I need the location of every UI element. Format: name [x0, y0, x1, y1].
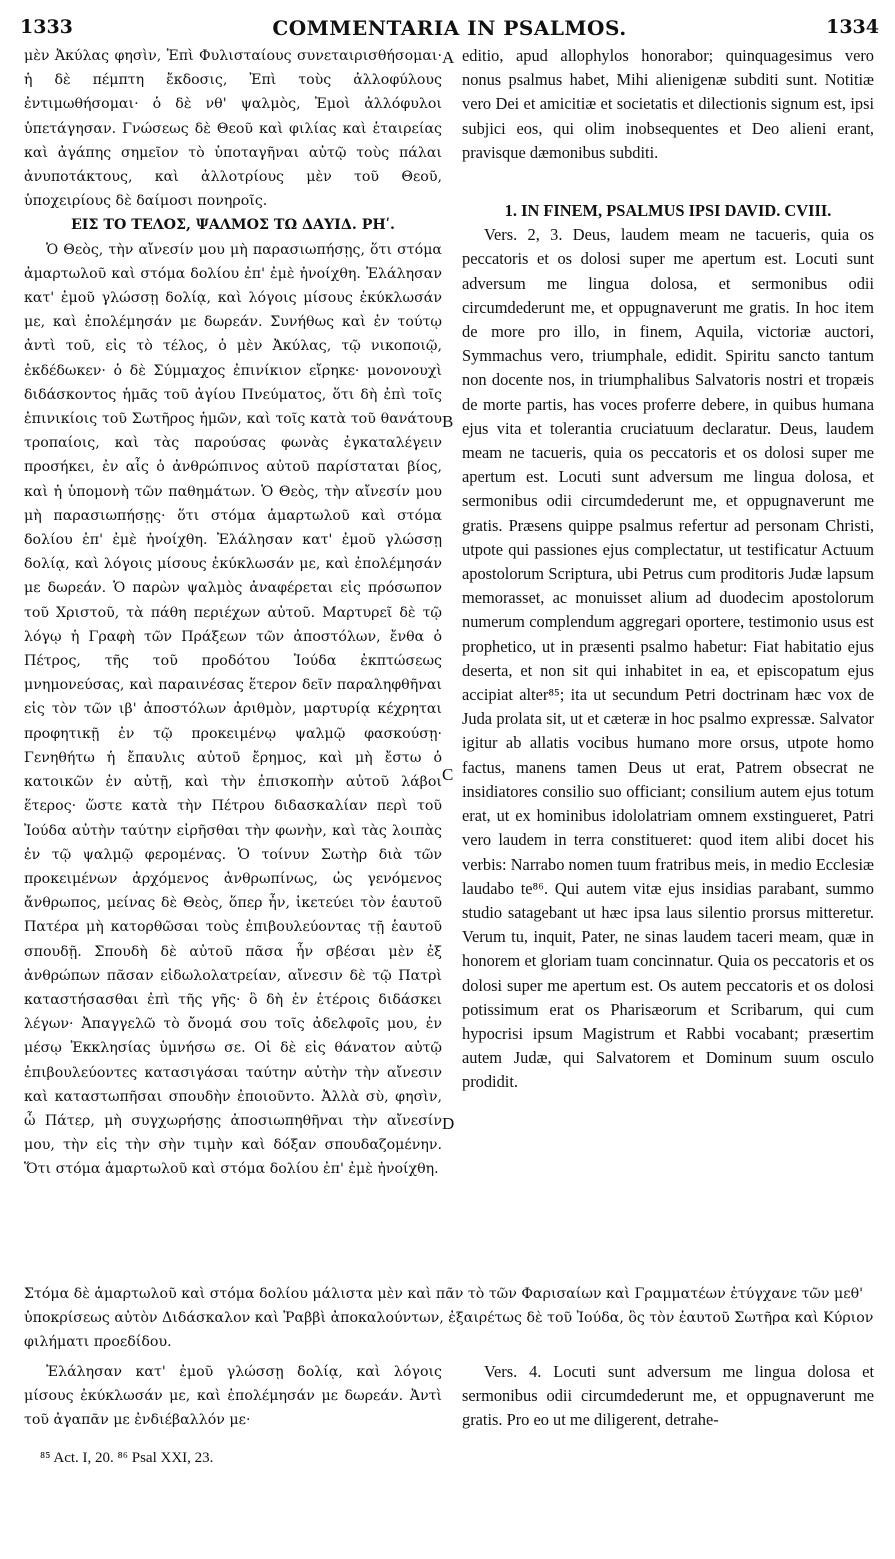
margin-marker-d: D	[442, 1114, 455, 1133]
margin-marker-b: B	[442, 412, 454, 431]
latin-body: Vers. 2, 3. Deus, laudem meam ne tacueris, quia os peccatoris et os dolosi super me apertum est. Locuti sunt adversum me lingua dolosa, et sermonibus odii circumdederunt me, et oppugnaverunt me gratis. In hoc item de more pro illo, in finem, Aquila, victoriæ auctori, Symmachus vero, triumphale, edidit. Spiritu sancto tantum non docente nos, in triumphalibus Salvatoris nostri et tropæis de morte partis, has voces proferre debere, in quibus humana ejus vita et tolerantia cruciatuum declaratur. Deus, laudem meam ne tacueris, quia os peccatoris et os dolosi super me apertum est. Locuti sunt adversum me lingua dolosa, et sermonibus odii circumdederunt me, et oppugnaverunt me gratis. Præsens quippe psalmus refertur ad personam Christi, utpote qui passiones ejus complectatur, ut testificatur Actuum apostolorum Scriptura, ubi Petrus cum proditoris Judæ lapsum memorasset, ac monuisset alium ad duodecim apostolorum numerum complendum aggregari oportere, testimonio usus est prophetico, ut in præsenti psalmo habetur: Fiat habitatio ejus deserta, et non sit qui inhabitet in ea, et episcopatum ejus accipiat alter⁸⁵; ita ut secundum Petri doctrinam hæc vox de Juda prolata sit, ut et cæteræ in hoc psalmo expressæ. Salvator igitur ab allatis vocibus humano more orsus, utpote homo factus, manens tamen Deus ut erat, Patrem obsecrat ne insidiatores consilio suo officiant; consilium autem ejus totum erat, ut ex hominibus idololatriam omnem exstingueret, Patri vero laudem in terra constitueret: quod item alibi docet his verbis: Narrabo nomen tuum fratribus meis, in medio Ecclesiæ laudabo te⁸⁶. Qui autem vitæ ejus insidias parabant, summo studio satagebant ut hæc ipsa laus silentio prorsus mitteretur. Verum tu, inquit, Pater, ne sinas laudem taceri meam, quæ in honorem et gloriam tuam concinnatur. Quia os peccatoris et os dolosi super me apertum est. Os autem peccatoris et os dolosi potissimum erat os Pharisæorum et Scribarum, qui cum hypocrisi ipsum Magistrum et Rabbi vocabant; præsertim autem Judæ, qui Salvatorem et Dominum suum osculo prodidit.	[462, 225, 874, 1092]
margin-marker-c: C	[442, 765, 454, 784]
latin-column	[462, 44, 874, 1095]
latin-psalm-heading: 1. IN FINEM, PSALMUS IPSI DAVID. CVIII.	[504, 201, 832, 221]
greek-intro: μὲν Ἀκύλας φησὶν, Ἐπὶ Φυλισταίους συνεταιρισθήσομαι· ἡ δὲ πέμπτη ἔκδοσις, Ἐπὶ τοὺς ἀλλοφύλους ἐντιμωθήσομαι· ὁ δὲ νθ' ψαλμὸς, Ἐμοὶ ἀλλόφυλοι ὑπετάγησαν. Γνώσεως δὲ Θεοῦ καὶ φιλίας καὶ ἑταιρείας καὶ ἀγάπης σημεῖον τὸ ὑποταγῆναι αὐτῷ τοὺς πάλαι ἀνυποτάκτους, καὶ ἀλλοτρίους μὲν τοῦ Θεοῦ, ὑποχειρίους δὲ δαίμοσι πονηροῖς.	[24, 48, 442, 210]
latin-verse-4-text: Vers. 4. Locuti sunt adversum me lingua dolosa et sermonibus odii circumdederunt me, et oppugnaverunt me gratis. Pro eo ut me diligerent, detrahe-	[462, 1362, 874, 1430]
greek-body: Ὁ Θεὸς, τὴν αἴνεσίν μου μὴ παρασιωπήσῃς, ὅτι στόμα ἁμαρτωλοῦ καὶ στόμα δολίου ἐπ' ἐμὲ ἠνοίχθη. Ἐλάλησαν κατ' ἐμοῦ γλώσσῃ δολίᾳ, καὶ λόγοις μίσους ἐκύκλωσάν με, καὶ ἐπολέμησάν με δωρεάν. Συνήθως καὶ ἐν τούτῳ ἀντὶ τοῦ, εἰς τὸ τέλος, ὁ μὲν Ἀκύλας, τῷ νικοποιῷ, ἐκδέδωκεν· ὁ δὲ Σύμμαχος ἐπινίκιον εἴρηκε· μονονουχὶ διδάσκοντος ἡμᾶς τοῦ ἁγίου Πνεύματος, ὅτι δὴ ἐπὶ τοῖς ἐπινικίοις τοῦ Σωτῆρος ἡμῶν, καὶ τοῖς κατὰ τοῦ θανάτου τροπαίοις, καὶ τὰς παρούσας φωνὰς ἐγκαταλέγειν προσήκει, ἐν αἷς ὁ ἀνθρώπινος αὐτοῦ παρίσταται βίος, καὶ ἡ ὑπομονὴ τῶν παθημάτων. Ὁ Θεὸς, τὴν αἴνεσίν μου μὴ παρασιωπήσῃς· ὅτι στόμα ἁμαρτωλοῦ καὶ στόμα δολίου ἐπ' ἐμὲ ἠνοίχθη. Ἐλάλησαν κατ' ἐμοῦ γλώσσῃ δολίᾳ, καὶ λόγοις μίσους ἐκύκλωσάν με, καὶ ἐπολέμησάν με δωρεάν. Ὁ παρὼν ψαλμὸς ἀναφέρεται εἰς πρόσωπον τοῦ Χριστοῦ, τὰ πάθη περιέχων αὐτοῦ. Μαρτυρεῖ δὲ τῷ λόγῳ ἡ Γραφὴ τῶν Πράξεων τῶν ἀποστόλων, ἔνθα ὁ Πέτρος, τῆς τοῦ προδότου Ἰούδα ἐκπτώσεως μνημονεύσας, καὶ παραινέσας ἕτερον δεῖν παραληφθῆναι εἰς τὸν τῶν ιβ' ἀποστόλων ἀριθμὸν, μαρτυρίᾳ κέχρηται προφητικῇ ἐν τῷ προκειμένῳ ψαλμῷ φασκούσῃ· Γενηθήτω ἡ ἔπαυλις αὐτοῦ ἔρημος, καὶ μὴ ἔστω ὁ κατοικῶν ἐν αὐτῇ, καὶ τὴν ἐπισκοπὴν αὐτοῦ λάβοι ἕτερος· ὥστε κατὰ τὴν Πέτρου διδασκαλίαν περὶ τοῦ Ἰούδα αὐτὴν ταύτην εἰρῆσθαι τὴν φωνὴν, καὶ τὰς λοιπὰς ἐν τῷ ψαλμῷ φερομένας. Ὁ τοίνυν Σωτὴρ διὰ τῶν προκειμένων ἀρχόμενος ἀνθρωπίνως, ὡς γενόμενος ἄνθρωπος, μείνας δὲ Θεὸς, ὅπερ ἦν, ἱκετεύει τὸν ἑαυτοῦ Πατέρα μὴ κατορθῶσαι τοὺς ἐπιβουλεύοντας τῇ ἑαυτοῦ σπουδῇ. Σπουδὴ δὲ αὐτοῦ πᾶσα ἦν σβέσαι μὲν ἐξ ἀνθρώπων πᾶσαν εἰδωλολατρείαν, αἴνεσιν δὲ τῷ Πατρὶ καταστήσασθαι ἐπὶ τῆς γῆς· ὃ δὴ ἐν ἑτέροις διδάσκει λέγων· Ἀπαγγελῶ τὸ ὄνομά σου τοῖς ἀδελφοῖς μου, ἐν μέσῳ Ἐκκλησίας ὑμνήσω σε. Οἱ δὲ εἰς θάνατον αὐτῷ ἐπιβουλεύοντες κατασιγάσαι ταύτην αὐτὴν τὴν αἴνεσιν καὶ καταστωπῆσαι σπουδὴν ἐποιοῦντο. Ἀλλὰ σὺ, φησὶν, ὦ Πάτερ, μὴ συγχωρήσῃς ἀποσιωπηθῆναι τὴν αἴνεσίν μου, τὴν εἰς τὴν σὴν τιμὴν καὶ δόξαν σπουδαζομένην. Ὅτι στόμα ἁμαρτωλοῦ καὶ στόμα δολίου ἐπ' ἐμὲ ἠνοίχθη.	[24, 241, 442, 1178]
latin-verse-4	[462, 1360, 874, 1433]
page-number-right: 1334	[826, 16, 879, 38]
greek-verse-4	[24, 1360, 442, 1433]
latin-intro: editio, apud allophylos honorabor; quinquagesimus vero nonus psalmus habet, Mihi alienigenæ subditi sunt. Notitiæ vero Dei et amicitiæ et societatis et dilectionis signum est, ipsi subjici eos, qui olim inobsequentes et Deo alieni erant, pravisque dæmonibus subditi.	[462, 46, 874, 162]
greek-psalm-heading: ΕΙΣ ΤΟ ΤΕΛΟΣ, ΨΑΛΜΟΣ ΤΩ ΔΑΥΙΔ. ΡΗʹ.	[70, 217, 395, 234]
margin-marker-a: A	[442, 48, 455, 67]
running-title: COMMENTARIA IN PSALMOS.	[272, 16, 627, 40]
footnotes: ⁸⁵ Act. I, 20. ⁸⁶ Psal XXI, 23.	[40, 1450, 214, 1466]
page-number-left: 1333	[20, 16, 73, 38]
greek-spanning-paragraph: Στόμα δὲ ἁμαρτωλοῦ καὶ στόμα δολίου μάλιστα μὲν καὶ πᾶν τὸ τῶν Φαρισαίων καὶ Γραμματέων ἐτύγχανε τῶν μεθ' ὑποκρίσεως αὐτὸν Διδάσκαλον καὶ Ῥαββὶ ἀποκαλούντων, ἐξαιρέτως δὲ τοῦ Ἰούδα, ὃς τὸν ἑαυτοῦ Σωτῆρα καὶ Κύριον φιλήματι προεδίδου.	[24, 1286, 874, 1351]
page-header	[20, 16, 879, 42]
greek-verse-4-text: Ἐλάλησαν κατ' ἐμοῦ γλώσσῃ δολίᾳ, καὶ λόγοις μίσους ἐκύκλωσάν με, καὶ ἐπολέμησάν με δωρεάν. Ἀντὶ τοῦ ἀγαπᾶν με ἐνδιέβαλλόν με·	[24, 1364, 442, 1429]
greek-column	[24, 44, 442, 1182]
